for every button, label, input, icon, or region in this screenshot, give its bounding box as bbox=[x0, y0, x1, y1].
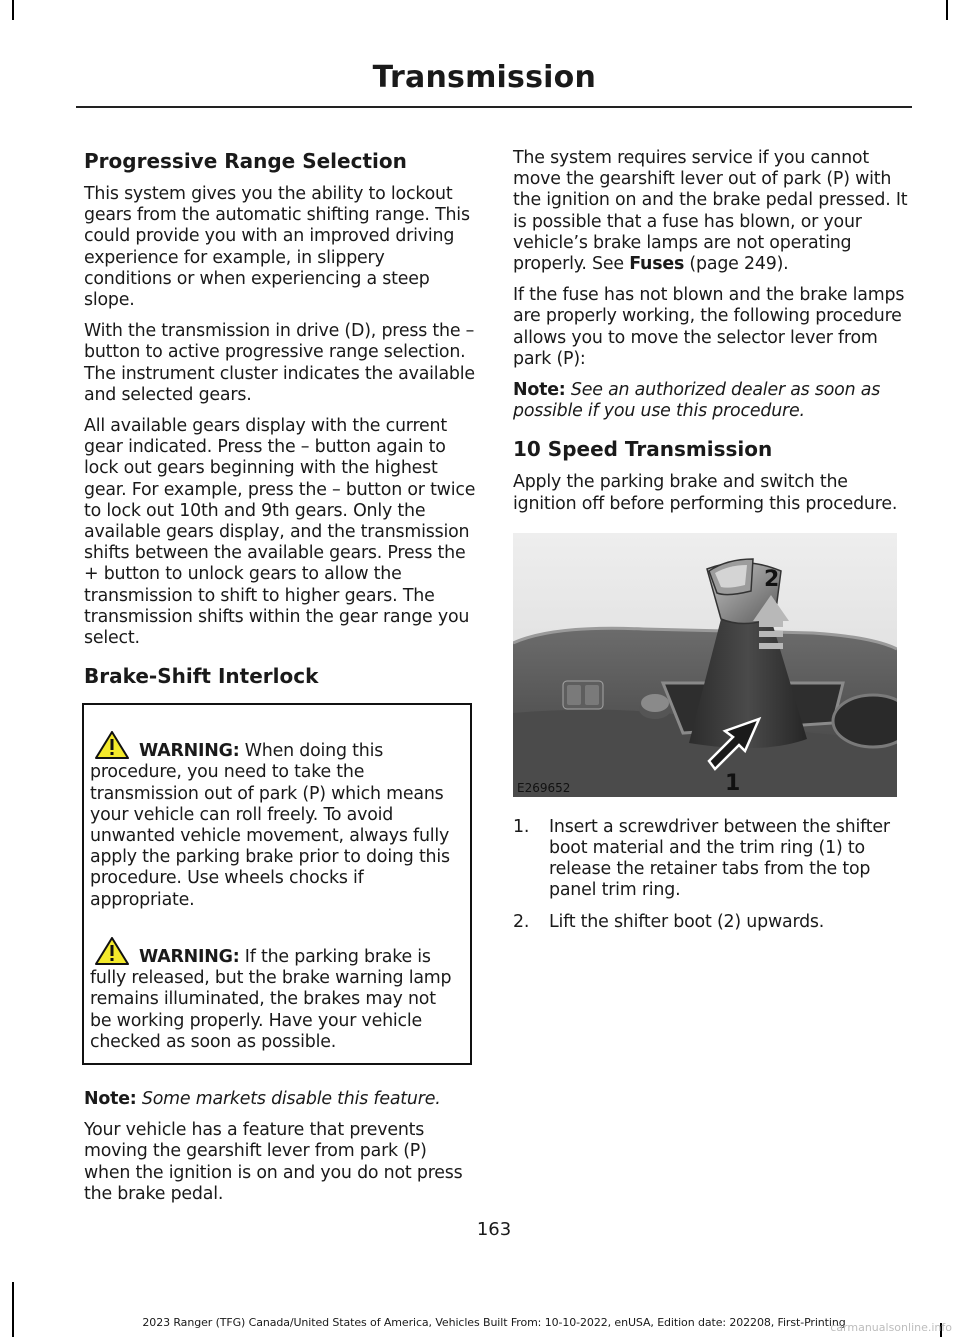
paragraph: This system gives you the ability to lockout gears from the automatic shifting range. This could provide you with an improved driving experience for example, in slippery conditions or when experiencing a steep slope. bbox=[84, 184, 470, 311]
note-label: Note: bbox=[84, 1088, 137, 1109]
crop-mark-top-left bbox=[12, 0, 14, 20]
step-text: Insert a screwdriver between the shifter boot material and the trim ring (1) to release the retainer tabs from the top panel trim ring. bbox=[549, 816, 890, 901]
note-text: Some markets disable this feature. bbox=[136, 1088, 441, 1109]
warning-triangle-icon bbox=[95, 937, 129, 965]
crop-mark-top-right bbox=[946, 0, 948, 20]
left-column bbox=[84, 148, 476, 1215]
watermark: carmanualsonline.info bbox=[830, 1321, 952, 1334]
right-column bbox=[513, 148, 908, 943]
warning-text: When doing this procedure, you need to take the transmission out of park (P) which means your vehicle can roll freely. To avoid unwanted vehicle movement, always fully apply the parking brake prior to doing this procedure. Use wheels chocks if appropriate. bbox=[90, 741, 450, 910]
paragraph: If the fuse has not blown and the brake lamps are properly working, the following procedure allows you to move the selector lever from park (P): bbox=[513, 285, 905, 369]
section-heading-brake-shift-interlock: Brake-Shift Interlock bbox=[84, 664, 319, 689]
warning-label: WARNING: bbox=[139, 946, 240, 967]
warning-1 bbox=[90, 731, 462, 911]
fuses-link[interactable]: Fuses bbox=[629, 254, 685, 275]
step-number: 1. bbox=[513, 816, 530, 837]
paragraph: All available gears display with the current gear indicated. Press the – button again to lock out gears beginning with the highest gear. For example, press the – button or twice to lock out 10th and 9th gears. Only the available gears display, and the transmission shifts between the available gears. Press the + button to unlock gears to allow the transmission to shift to higher gears. The transmission shifts within the gear range you select. bbox=[84, 416, 476, 649]
warning-triangle-icon bbox=[95, 731, 129, 759]
header-rule bbox=[76, 106, 912, 108]
warning-text: If the parking brake is fully released, but the brake warning lamp remains illuminated, the brakes may not be working properly. Have your vehicle checked as soon as possible. bbox=[90, 946, 452, 1052]
list-item bbox=[513, 912, 908, 933]
warning-2 bbox=[90, 937, 462, 1053]
step-text: Lift the shifter boot (2) upwards. bbox=[549, 911, 825, 932]
callout-2: 2 bbox=[764, 566, 780, 592]
step-list bbox=[513, 817, 908, 933]
note-text: See an authorized dealer as soon as possible if you use this procedure. bbox=[513, 380, 881, 422]
note bbox=[513, 380, 908, 422]
section-heading-progressive-range: Progressive Range Selection bbox=[84, 149, 407, 173]
subheading-10-speed: 10 Speed Transmission bbox=[513, 437, 773, 462]
page-title: Transmission bbox=[372, 60, 596, 95]
shifter-boot-illustration bbox=[513, 533, 897, 797]
paragraph-text: The system requires service if you cannot move the gearshift lever out of park (P) with the ignition on and the brake pedal pressed. It is possible that a fuse has blown, or your vehicle’s brake lamps are not operating properly. See bbox=[513, 148, 908, 275]
figure-code: E269652 bbox=[517, 780, 571, 795]
warning-label: WARNING: bbox=[139, 741, 240, 762]
step-number: 2. bbox=[513, 911, 530, 932]
paragraph: Your vehicle has a feature that prevents moving the gearshift lever from park (P) when the ignition is on and you do not press the brake pedal. bbox=[84, 1120, 463, 1204]
page-number: 163 bbox=[476, 1219, 512, 1240]
note-label: Note: bbox=[513, 380, 566, 401]
list-item bbox=[513, 817, 908, 902]
paragraph: With the transmission in drive (D), press the – button to active progressive range selection. The instrument cluster indicates the available and selected gears. bbox=[84, 321, 475, 405]
paragraph: Apply the parking brake and switch the ignition off before performing this procedure. bbox=[513, 472, 898, 514]
paragraph bbox=[513, 148, 908, 275]
shifter-illustration-graphic bbox=[513, 533, 897, 797]
note bbox=[84, 1089, 476, 1110]
callout-1: 1 bbox=[725, 770, 741, 796]
paragraph-text: (page 249). bbox=[684, 254, 789, 275]
footer: 2023 Ranger (TFG) Canada/United States of America, Vehicles Built From: 10-10-2022, enUSA, Edition date: 202208, First-Printing bbox=[142, 1316, 846, 1329]
warning-box bbox=[82, 703, 472, 1065]
